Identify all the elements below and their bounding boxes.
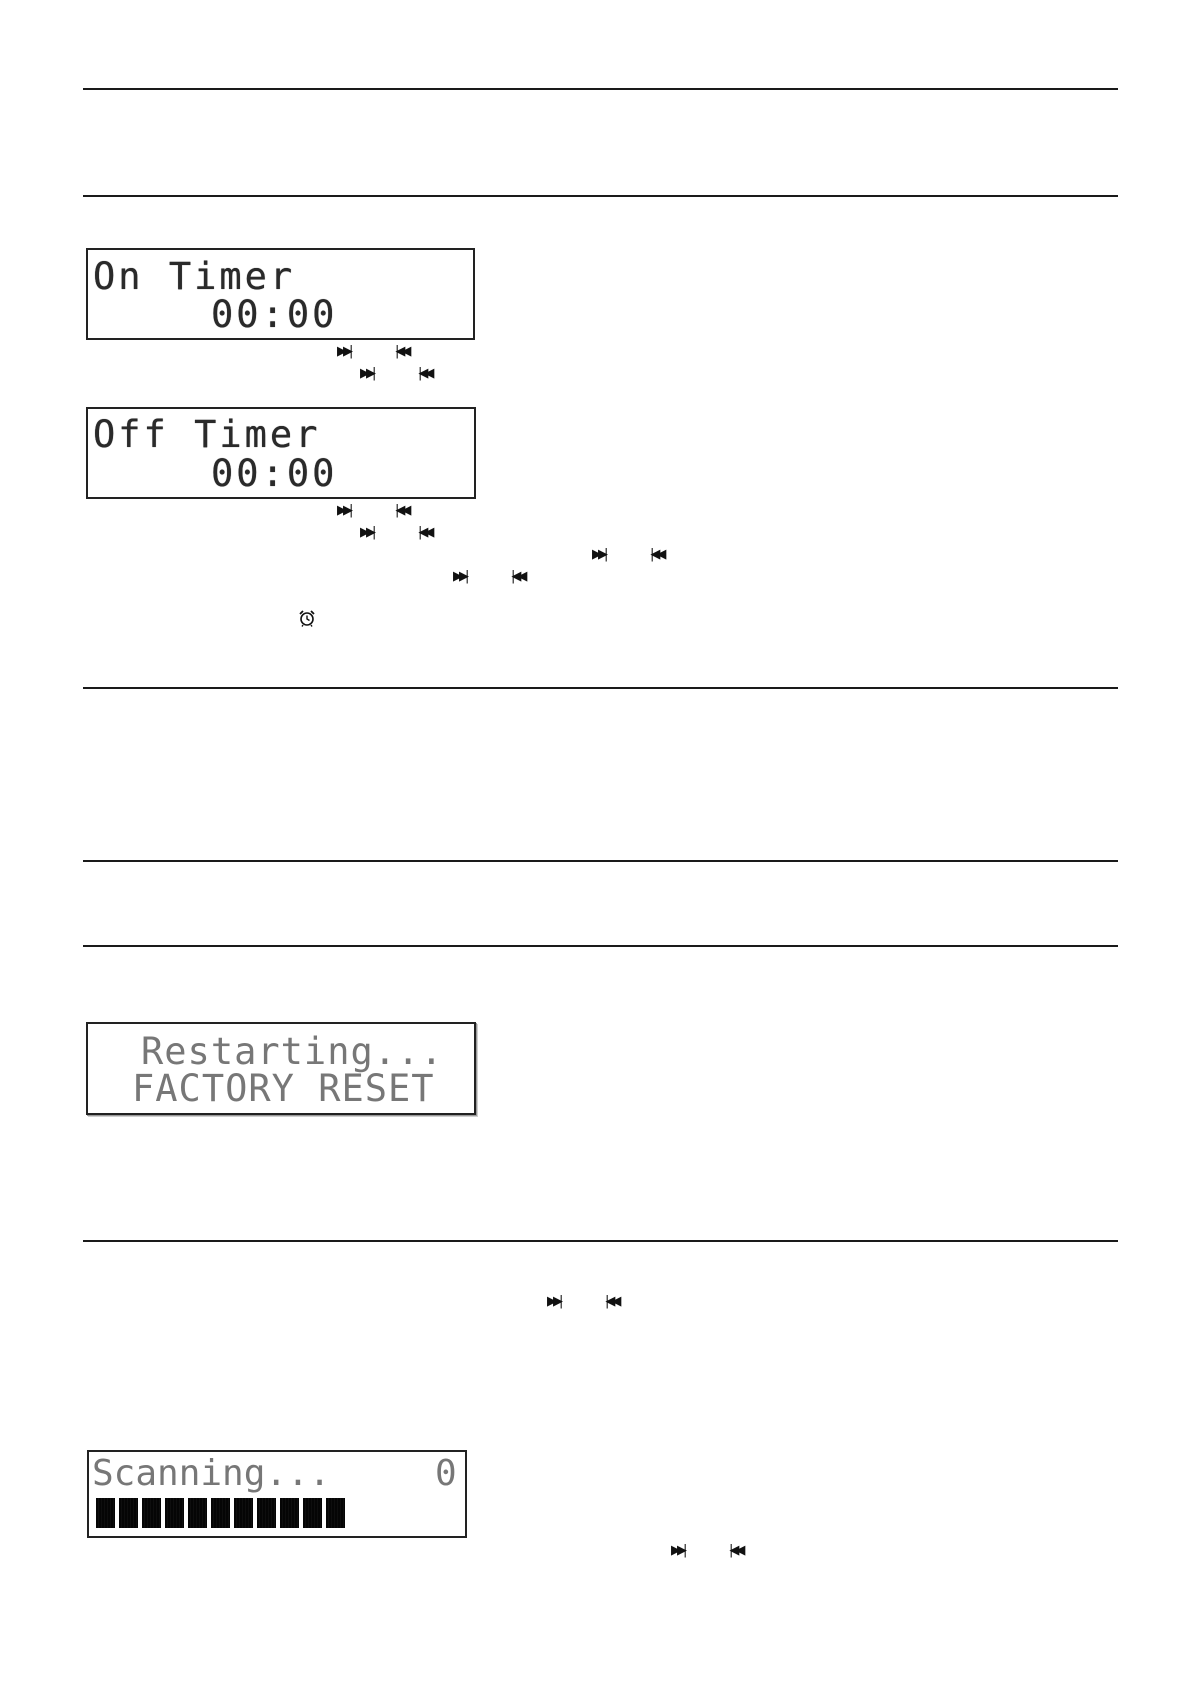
scan-progress-segment	[303, 1498, 322, 1528]
off-timer-title: Off Timer	[93, 413, 321, 456]
section-divider	[83, 195, 1118, 197]
next-track-icon: ▶▶|	[547, 1294, 560, 1309]
section-divider	[83, 860, 1118, 862]
scanning-count: 0	[435, 1453, 457, 1494]
scan-progress-segment	[280, 1498, 299, 1528]
scanning-status: Scanning...	[92, 1453, 331, 1494]
on-timer-time: 00:00	[211, 293, 338, 336]
factory-reset-status: Restarting...	[141, 1030, 444, 1073]
next-track-icon: ▶▶|	[592, 547, 605, 562]
previous-track-icon: |◀◀	[418, 525, 431, 540]
section-divider	[83, 687, 1118, 689]
previous-track-icon: |◀◀	[650, 547, 663, 562]
factory-reset-display	[86, 1022, 476, 1115]
next-track-icon: ▶▶|	[337, 344, 350, 359]
previous-track-icon: |◀◀	[418, 366, 431, 381]
on-timer-display	[86, 248, 475, 340]
scan-progress-segment	[188, 1498, 207, 1528]
next-track-icon: ▶▶|	[360, 525, 373, 540]
previous-track-icon: |◀◀	[395, 344, 408, 359]
previous-track-icon: |◀◀	[511, 569, 524, 584]
on-timer-title: On Timer	[93, 255, 296, 298]
scan-progress-segment	[165, 1498, 184, 1528]
scan-progress-segment	[142, 1498, 161, 1528]
scan-progress-segment	[234, 1498, 253, 1528]
scan-progress-segment	[96, 1498, 115, 1528]
alarm-clock-icon	[298, 609, 316, 627]
next-track-icon: ▶▶|	[337, 503, 350, 518]
scan-progress-segment	[119, 1498, 138, 1528]
off-timer-display	[86, 407, 476, 499]
factory-reset-label: FACTORY RESET	[132, 1067, 435, 1110]
next-track-icon: ▶▶|	[453, 569, 466, 584]
next-track-icon: ▶▶|	[360, 366, 373, 381]
previous-track-icon: |◀◀	[605, 1294, 618, 1309]
off-timer-time: 00:00	[211, 452, 338, 495]
scan-progress-segment	[326, 1498, 345, 1528]
scan-progress-segment	[211, 1498, 230, 1528]
previous-track-icon: |◀◀	[729, 1543, 742, 1558]
scanning-display	[87, 1450, 467, 1538]
section-divider	[83, 88, 1118, 90]
next-track-icon: ▶▶|	[671, 1543, 684, 1558]
section-divider	[83, 945, 1118, 947]
scan-progress-segment	[257, 1498, 276, 1528]
section-divider	[83, 1240, 1118, 1242]
previous-track-icon: |◀◀	[395, 503, 408, 518]
scan-progress-bar	[96, 1498, 345, 1528]
